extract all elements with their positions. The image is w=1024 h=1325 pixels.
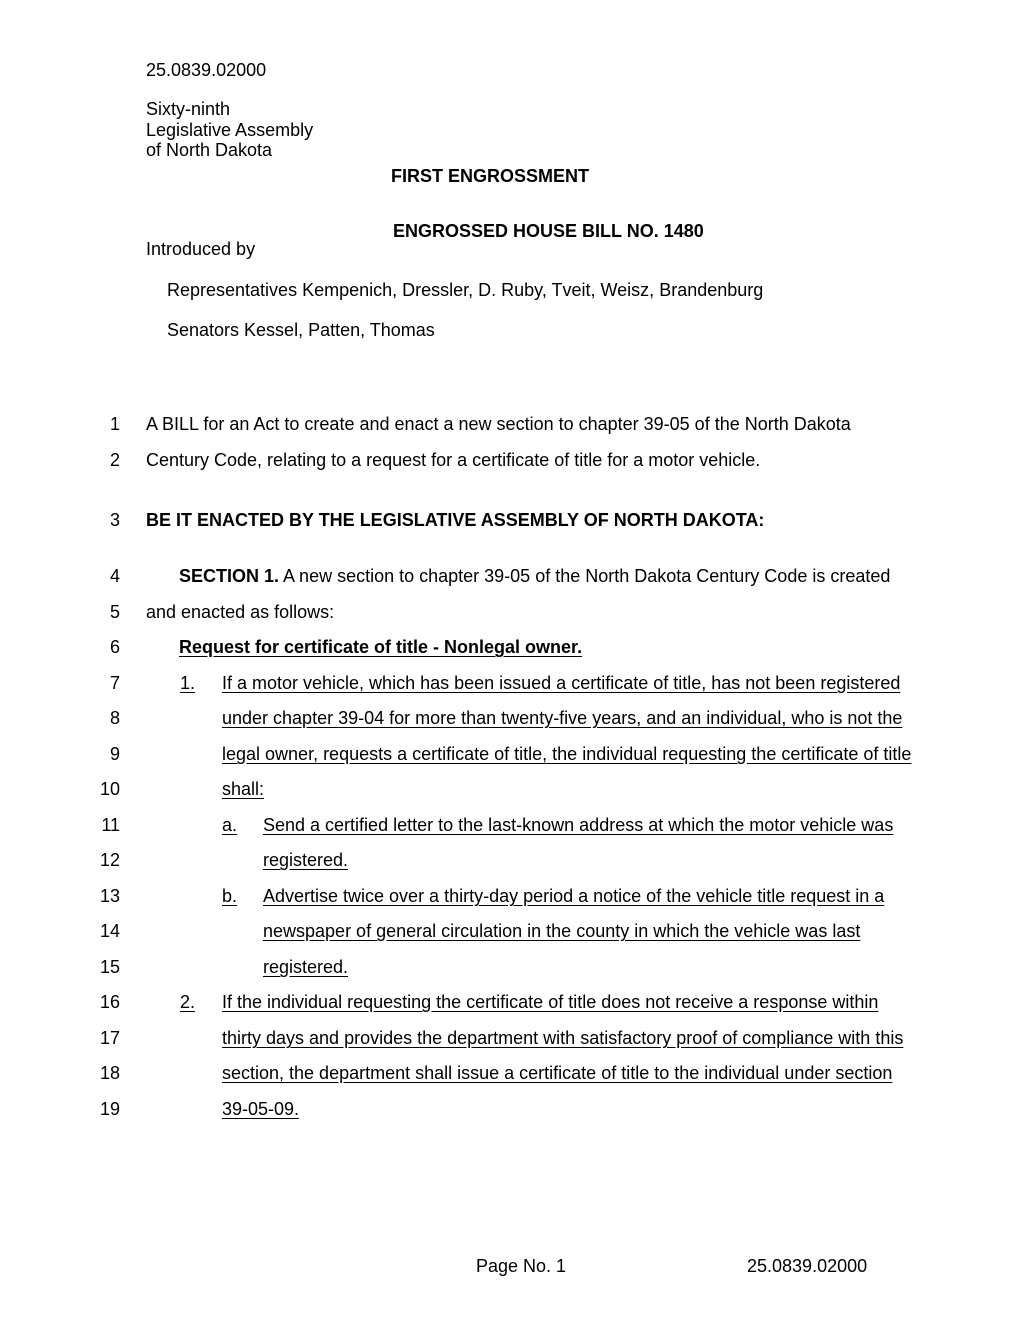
subsection-2-marker: 2.	[180, 992, 196, 1012]
footer-document-number: 25.0839.02000	[747, 1256, 868, 1276]
section-intro-line	[179, 567, 890, 585]
line-number: 15	[99, 957, 120, 977]
subsection-2-line-3: section, the department shall issue a certificate of title to the individual under section	[222, 1063, 893, 1083]
subdivision-b-line-2: newspaper of general circulation in the county in which the vehicle was last	[263, 921, 861, 941]
line-number: 6	[109, 637, 120, 657]
subsection-1-marker: 1.	[180, 673, 196, 693]
subdivision-b-line-1: Advertise twice over a thirty-day period a notice of the vehicle title request in a	[263, 886, 885, 906]
page-number: Page No. 1	[476, 1256, 567, 1276]
subsection-2-line-1: If the individual requesting the certificate of title does not receive a response within	[222, 992, 879, 1012]
bill-text-line-1: A BILL for an Act to create and enact a new section to chapter 39-05 of the North Dakota	[146, 414, 851, 434]
subdivision-b-line-3: registered.	[263, 957, 349, 977]
document-number: 25.0839.02000	[146, 60, 267, 80]
section-heading: SECTION 1.	[179, 566, 280, 586]
section-intro-text: A new section to chapter 39-05 of the North Dakota Century Code is created	[279, 566, 891, 586]
bill-text-line-5: and enacted as follows:	[146, 602, 335, 622]
line-number: 12	[99, 850, 120, 870]
line-number: 2	[109, 450, 120, 470]
line-number: 5	[109, 602, 120, 622]
enacting-clause: BE IT ENACTED BY THE LEGISLATIVE ASSEMBLY OF NORTH DAKOTA:	[146, 510, 765, 530]
bill-title: ENGROSSED HOUSE BILL NO. 1480	[393, 221, 704, 241]
line-number: 17	[99, 1028, 120, 1048]
line-number: 16	[99, 992, 120, 1012]
line-number: 4	[109, 566, 120, 586]
assembly-line-2: Legislative Assembly	[146, 120, 314, 140]
subsection-2-line-2: thirty days and provides the department with satisfactory proof of compliance with this	[222, 1028, 904, 1048]
subdivision-b-marker: b.	[222, 886, 238, 906]
subdivision-a-line-2: registered.	[263, 850, 349, 870]
line-number: 13	[99, 886, 120, 906]
introduced-by-label: Introduced by	[146, 239, 256, 259]
line-number: 1	[109, 414, 120, 434]
line-number: 3	[109, 510, 120, 530]
line-number: 19	[99, 1099, 120, 1119]
line-number: 10	[99, 779, 120, 799]
line-number: 7	[109, 673, 120, 693]
line-number: 9	[109, 744, 120, 764]
assembly-line-3: of North Dakota	[146, 140, 273, 160]
subsection-1-line-4: shall:	[222, 779, 265, 799]
line-number: 14	[99, 921, 120, 941]
line-number: 8	[109, 708, 120, 728]
assembly-line-1: Sixty-ninth	[146, 99, 231, 119]
new-section-title: Request for certificate of title - Nonlegal owner.	[179, 637, 583, 657]
subsection-1-line-3: legal owner, requests a certificate of title, the individual requesting the certificate of title	[222, 744, 912, 764]
engrossment-title: FIRST ENGROSSMENT	[391, 166, 590, 186]
line-number: 11	[101, 815, 120, 835]
subsection-1-line-1: If a motor vehicle, which has been issued a certificate of title, has not been registered	[222, 673, 901, 693]
bill-text-line-2: Century Code, relating to a request for a certificate of title for a motor vehicle.	[146, 450, 761, 470]
subdivision-a-marker: a.	[222, 815, 238, 835]
subdivision-a-line-1: Send a certified letter to the last-known address at which the motor vehicle was	[263, 815, 894, 835]
subsection-1-line-2: under chapter 39-04 for more than twenty-five years, and an individual, who is not the	[222, 708, 903, 728]
representatives-list: Representatives Kempenich, Dressler, D. Ruby, Tveit, Weisz, Brandenburg	[167, 280, 764, 300]
subsection-2-line-4: 39-05-09.	[222, 1099, 300, 1119]
senators-list: Senators Kessel, Patten, Thomas	[167, 320, 435, 340]
line-number: 18	[99, 1063, 120, 1083]
